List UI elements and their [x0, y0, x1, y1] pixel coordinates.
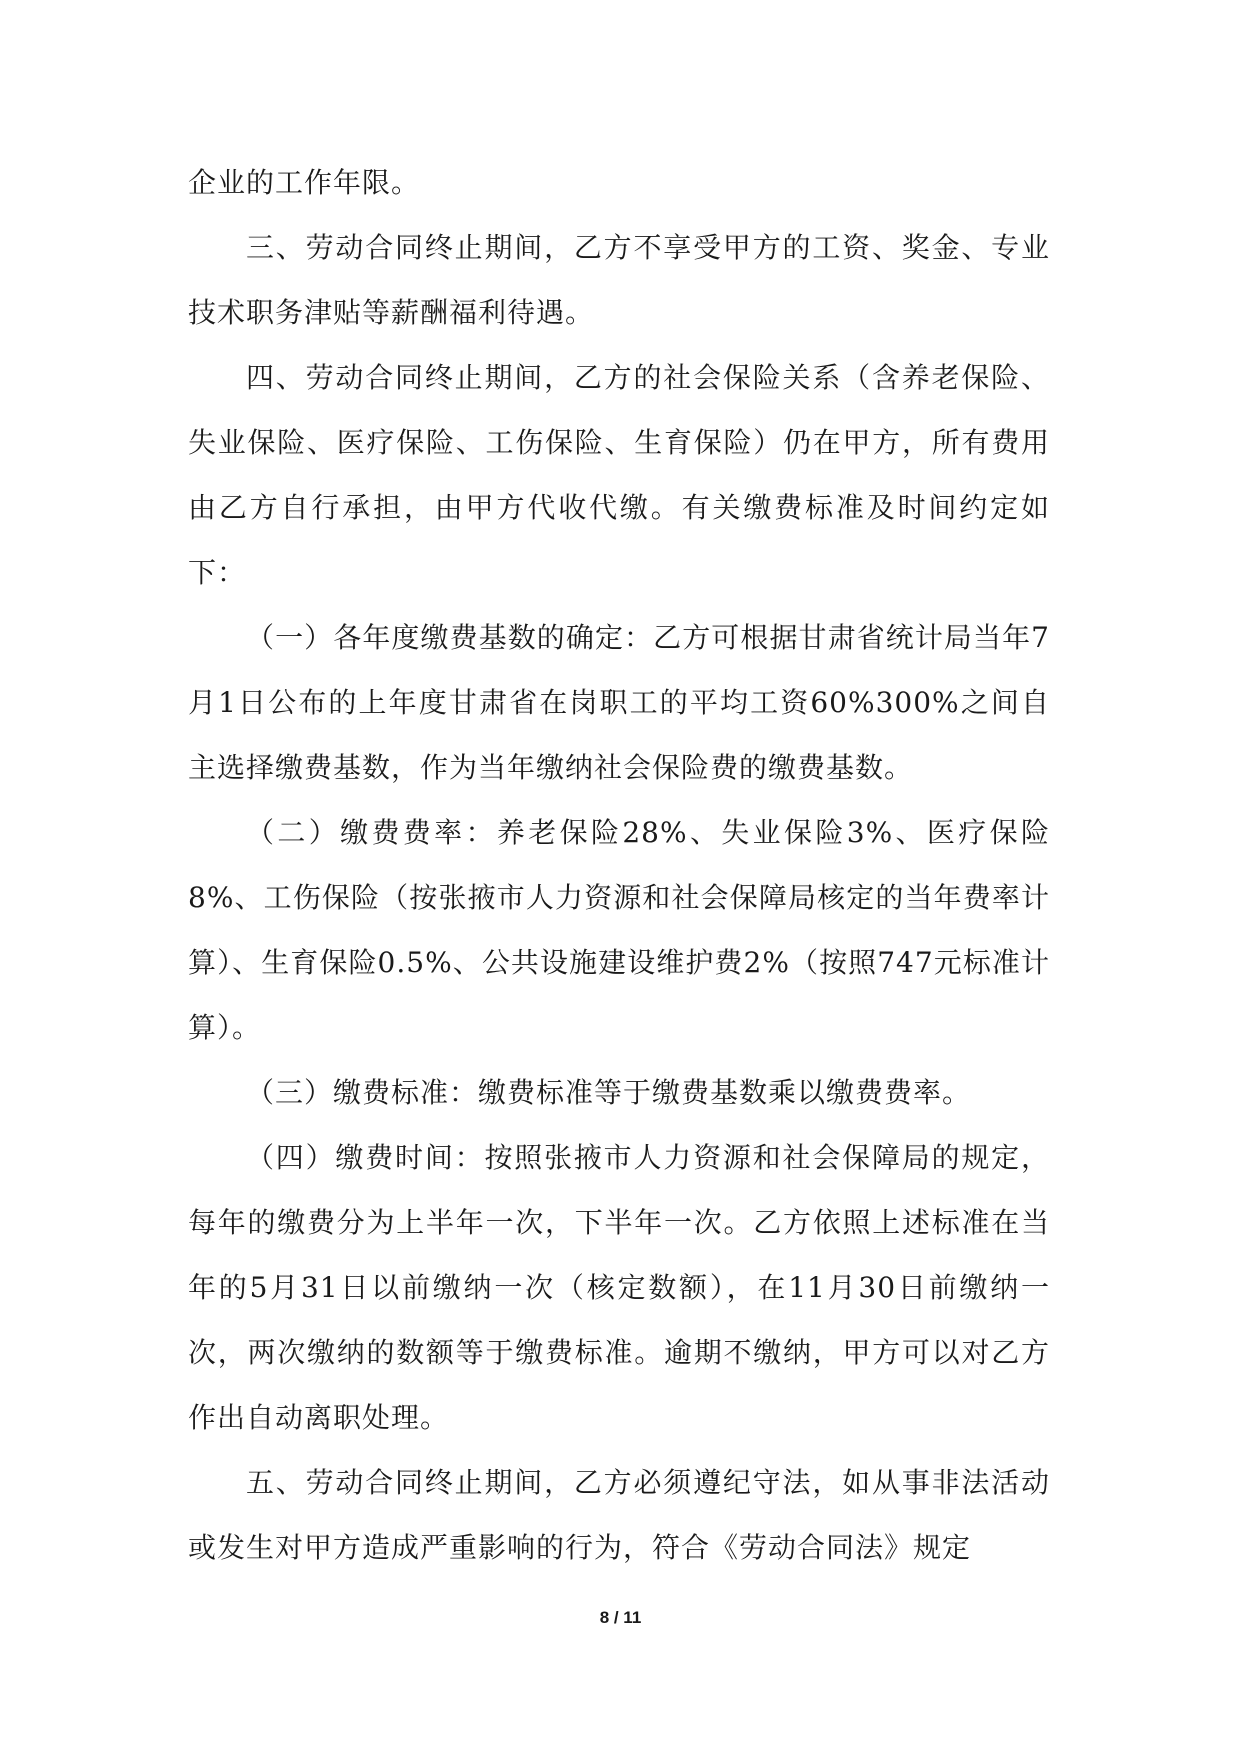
document-body — [188, 150, 1050, 1580]
paragraph-7: （四）缴费时间：按照张掖市人力资源和社会保障局的规定，每年的缴费分为上半年一次，下半年一次。乙方依照上述标准在当年的5月31日以前缴纳一次（核定数额），在11月30日前缴纳一次，两次缴纳的数额等于缴费标准。逾期不缴纳，甲方可以对乙方作出自动离职处理。 — [188, 1141, 1050, 1434]
paragraph-8: 五、劳动合同终止期间，乙方必须遵纪守法，如从事非法活动或发生对甲方造成严重影响的行为，符合《劳动合同法》规定 — [188, 1466, 1050, 1564]
page-number: 8 / 11 — [599, 1608, 642, 1627]
paragraph-4: （一）各年度缴费基数的确定：乙方可根据甘肃省统计局当年7月1日公布的上年度甘肃省在岗职工的平均工资60%300%之间自主选择缴费基数，作为当年缴纳社会保险费的缴费基数。 — [188, 621, 1050, 784]
paragraph-1: 企业的工作年限。 — [188, 166, 421, 199]
paragraph-6: （三）缴费标准：缴费标准等于缴费基数乘以缴费费率。 — [246, 1076, 972, 1109]
paragraph-3: 四、劳动合同终止期间，乙方的社会保险关系（含养老保险、失业保险、医疗保险、工伤保险、生育保险）仍在甲方，所有费用由乙方自行承担，由甲方代收代缴。有关缴费标准及时间约定如下： — [188, 361, 1050, 589]
paragraph-2: 三、劳动合同终止期间，乙方不享受甲方的工资、奖金、专业技术职务津贴等薪酬福利待遇。 — [188, 231, 1050, 329]
paragraph-5: （二）缴费费率：养老保险28%、失业保险3%、医疗保险8%、工伤保险（按张掖市人力资源和社会保障局核定的当年费率计算）、生育保险0.5%、公共设施建设维护费2%（按照747元标准计算）。 — [188, 816, 1050, 1044]
